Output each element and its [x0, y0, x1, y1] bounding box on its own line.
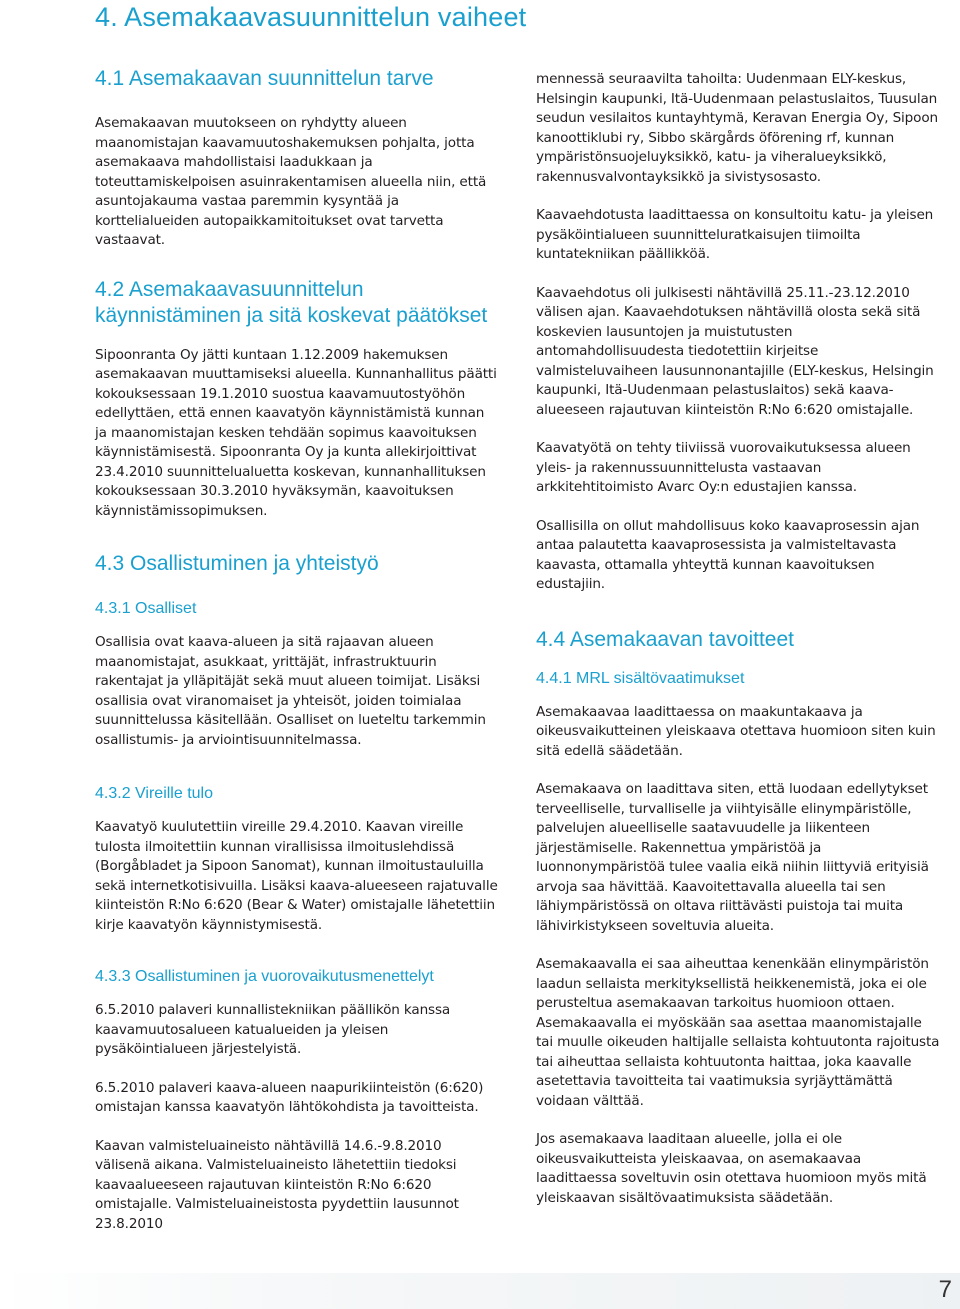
page-number: 7 [938, 1276, 952, 1303]
paragraph-r8: Asemakaavalla ei saa aiheuttaa kenenkään elinympäristön laadun sellaista merkityksellistä heikkenemistä, joka ei ole perusteltua asemakaavan tarkoitus huomioon ottaen. Asemakaavalla ei myöskään saa asettaa maanomistajalle tai muulle oikeuden haltijalle sellaista kohtuutonta rajoitusta tai aiheuttaa sellaista kohtuutonta haittaa, joka kaavalle asetettavia tavoitteita tai vaatimuksia syrjäyttämättä voidaan välttää. [536, 956, 940, 1109]
right-column [536, 70, 940, 1227]
heading-4-4: 4.4 Asemakaavan tavoitteet [536, 627, 794, 651]
paragraph-r5: Osallisilla on ollut mahdollisuus koko kaavaprosessin ajan antaa palautetta kaavaprosessista ja valmisteltavasta kaavasta, ottamalla yhteyttä kunnan kaavoituksen edustajiin. [536, 517, 920, 592]
paragraph-r7: Asemakaava on laadittava siten, että luodaan edellytykset terveelliselle, turvalliselle ja viihtyisälle elinympäristölle, palvelujen alueelliselle saatavuudelle ja liikenteen järjestämiselle. Rakennettua ympäristöä ja luonnonympäristöä tulee vaalia eikä niihin liittyviä erityisiä arvoja saa hävittää. Kaavoitettavalla alueella tai sen lähiympäristössä on oltava riittävästi puistoja tai muita lähivirkistykseen soveltuvia alueita. [536, 781, 929, 934]
heading-4-3-3: 4.3.3 Osallistuminen ja vuorovaikutusmenettelyt [95, 968, 434, 985]
paragraph-r4: Kaavatyötä on tehty tiiviissä vuorovaikutuksessa alueen yleis- ja rakennussuunnittelusta vastaavan arkkitehtitoimisto Avarc Oy:n edustajien kanssa. [536, 440, 911, 495]
paragraph-4-1: Asemakaavan muutokseen on ryhdytty alueen maanomistajan kaavamuutoshakemuksen pohjalta, jotta asemakaava mahdollistaisi laadukkaan ja toteuttamiskelpoisen asuinrakentamisen alueella niin, että asuntojakauma vastaa paremmin kysyntää ja korttelialueiden autopaikkamitoitukset ovat tarvetta vastaavat. [95, 115, 487, 248]
heading-4-1: 4.1 Asemakaavan suunnittelun tarve [95, 67, 434, 90]
paragraph-4-3-3-c: Kaavan valmisteluaineisto nähtävillä 14.6.-9.8.2010 välisenä aikana. Valmisteluaineisto lähetettiin tiedoksi kaavaalueeseen rajautuvan kiinteistön R:No 6:620 omistajalle. Valmisteluaineistosta pyydettiin lausunnot 23.8.2010 [95, 1137, 459, 1232]
paragraph-4-2: Sipoonranta Oy jätti kuntaan 1.12.2009 hakemuksen asemakaavan muuttamiseksi alueella. Kunnanhallitus päätti kokouksessaan 19.1.2010 suostua kaavamuutostyöhön edellyttäen, että ennen kaavatyön käynnistämistä kunnan ja maanomistajan kesken tehdään sopimus kaavoituksen käynnistämisestä. Sipoonranta Oy ja kunta allekirjoittivat 23.4.2010 suunnittelualuetta koskevan, kunnanhallituksen kokouksessaan 30.3.2010 hyväksymän, kaavoituksen käynnistämissopimuksen. [95, 346, 497, 519]
footer-band [0, 1273, 960, 1309]
left-column [95, 66, 499, 1253]
paragraph-r1: mennessä seuraavilta tahoilta: Uudenmaan ELY-keskus, Helsingin kaupunki, Itä-Uudenmaan pelastuslaitos, Tuusulan seudun vesilaitos kuntayhtymä, Keravan Energia Oy, Sipoon kanoottiklubi ry, Sibbo skärgårds öförening rf, kunnan ympäristönsuojeluyksikkö, katu- ja viheralueyksikkö, rakennusvalvontayksikkö ja sivistysosasto. [536, 71, 938, 185]
paragraph-r2: Kaavaehdotusta laadittaessa on konsultoitu katu- ja yleisen pysäköintialueen suunnitteluratkaisujen tiimoilta kuntatekniikan päällikköä. [536, 207, 934, 262]
heading-4-3-2: 4.3.2 Vireille tulo [95, 785, 213, 802]
heading-4-3: 4.3 Osallistuminen ja yhteistyö [95, 552, 379, 575]
paragraph-r6: Asemakaavaa laadittaessa on maakuntakaava ja oikeusvaikutteinen yleiskaava otettava huomioon siten kuin sitä edellä säädetään. [536, 703, 936, 759]
paragraph-4-3-3-b: 6.5.2010 palaveri kaava-alueen naapurikiinteistön (6:620) omistajan kanssa kaavatyön lähtökohdista ja tavoitteista. [95, 1079, 484, 1115]
paragraph-r9: Jos asemakaava laaditaan alueelle, jolla ei ole oikeusvaikutteista yleiskaavaa, on asemakaavaa laadittaessa soveltuvin osin otettava huomioon myös mitä yleiskaavan sisältövaatimuksista säädetään. [536, 1131, 927, 1206]
paragraph-4-3-2: Kaavatyö kuulutettiin vireille 29.4.2010. Kaavan vireille tulosta ilmoitettiin kunnan virallisissa ilmoituslehdissä (Borgåbladet ja Sipoon Sanomat), kunnan ilmoitustauluilla sekä internetkotisivuilla. Lisäksi kaava-alueeseen rajatuvalle kiinteistön R:No 6:620 (Bear & Water) omistajalle lähetettiin kirje kaavatyön käynnistymisestä. [95, 819, 498, 933]
heading-4-2: 4.2 Asemakaavasuunnittelun käynnistäminen ja sitä koskevat päätökset [95, 277, 488, 327]
paragraph-r3: Kaavaehdotus oli julkisesti nähtävillä 25.11.-23.12.2010 välisen ajan. Kaavaehdotuksen nähtävillä olosta sekä sitä koskevien lausuntojen ja muistutusten antomahdollisuudesta tiedotettiin kirjeitse valmisteluvaiheen lausunnonantajille (ELY-keskus, Helsingin kaupunki, Itä-Uudenmaan pelastuslaitos) sekä kaava-alueeseen rajautuvan kiinteistön R:No 6:620 omistajalle. [536, 284, 934, 418]
heading-4-3-1: 4.3.1 Osalliset [95, 600, 197, 617]
page-title: 4. Asemakaavasuunnittelun vaiheet [95, 2, 527, 32]
heading-4-4-1: 4.4.1 MRL sisältövaatimukset [536, 669, 745, 687]
paragraph-4-3-3-a: 6.5.2010 palaveri kunnallistekniikan päällikön kanssa kaavamuutosalueen katualueiden ja yleisen pysäköintialueen järjestelyistä. [95, 1002, 451, 1057]
paragraph-4-3-1: Osallisia ovat kaava-alueen ja sitä rajaavan alueen maanomistajat, asukkaat, yrittäjät, infrastruktuurin rakentajat ja ylläpitäjät sekä muut alueen toimijat. Lisäksi osallisia ovat viranomaiset ja yhteisöt, joiden toimialaa suunnittelussa käsitellään. Osalliset on lueteltu tarkemmin osallistumis- ja arviointisuunnitelmassa. [95, 634, 486, 748]
